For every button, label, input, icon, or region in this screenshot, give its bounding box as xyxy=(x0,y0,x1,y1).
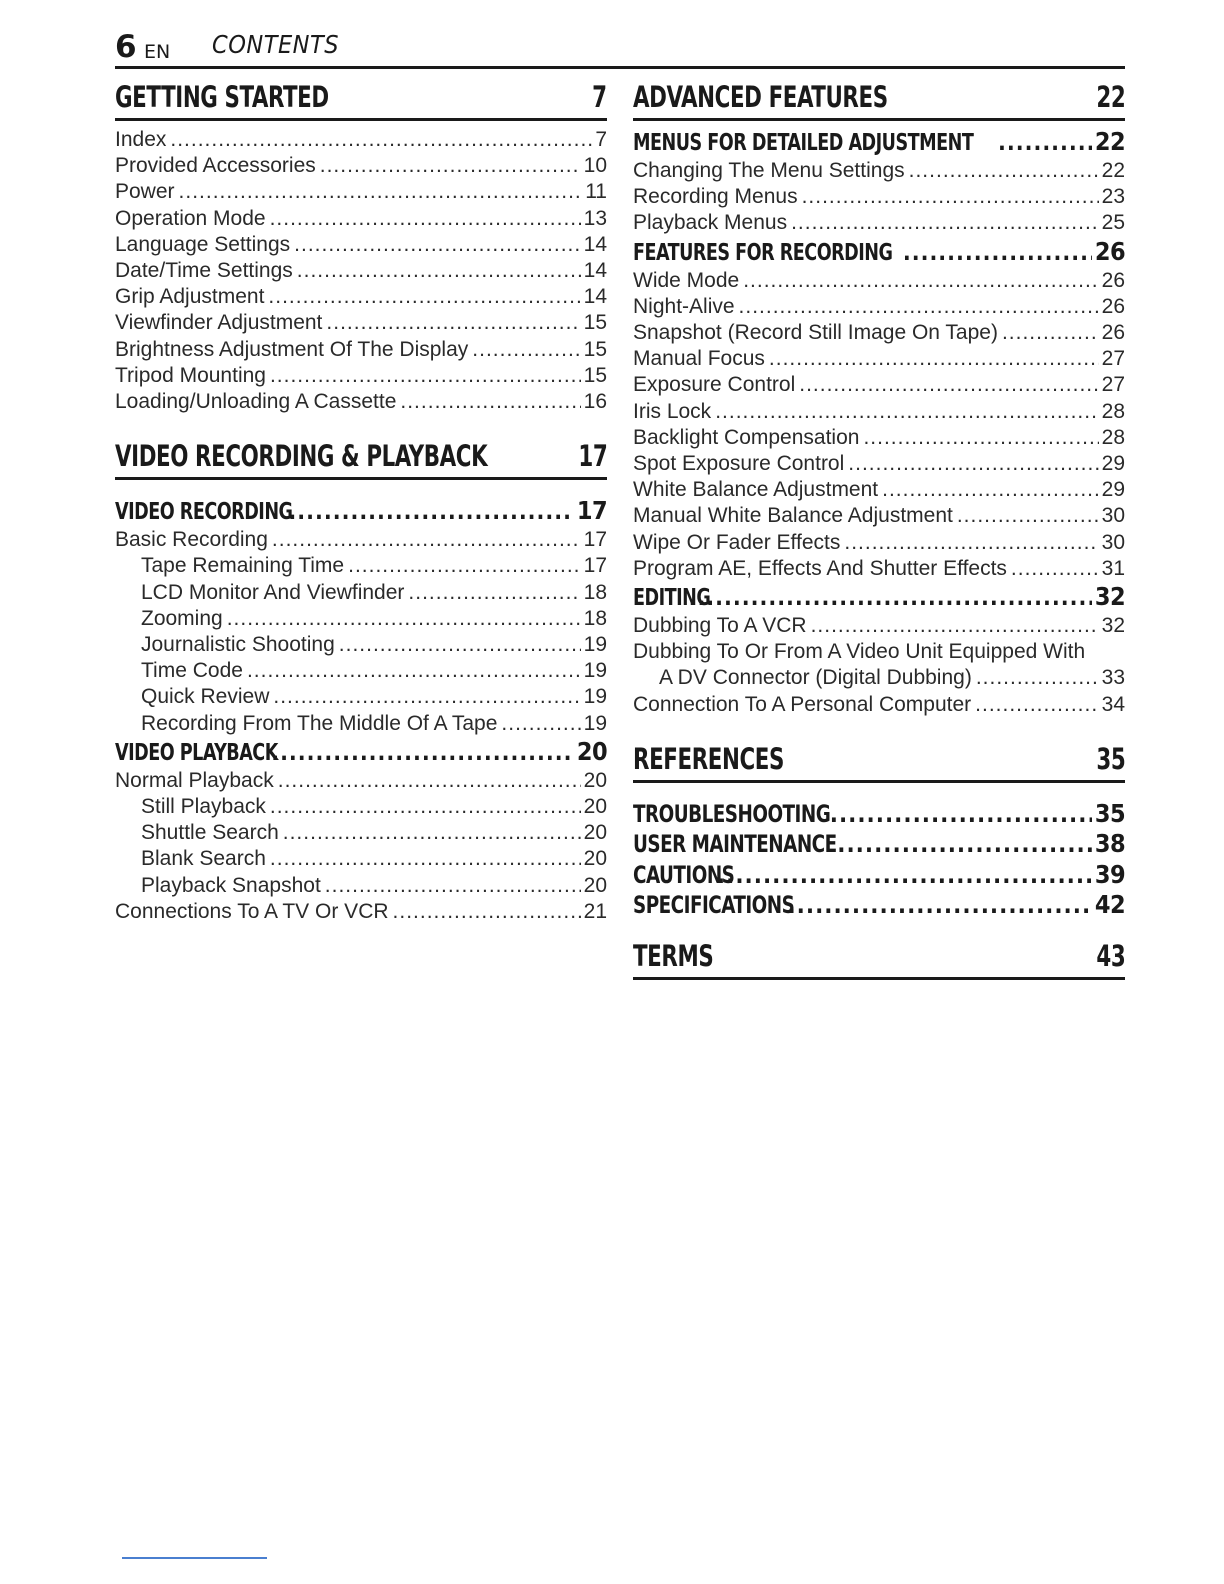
entry-label: Exposure Control xyxy=(633,373,796,397)
subsection-page: 26 xyxy=(1094,236,1125,266)
entry-page: 20 xyxy=(583,768,607,792)
entry-label: Recording Menus xyxy=(633,185,798,209)
entry-label: Connections To A TV Or VCR xyxy=(115,899,389,923)
section-page: 17 xyxy=(578,439,607,474)
left-column xyxy=(115,78,607,925)
toc-entry[interactable] xyxy=(115,179,607,205)
toc-entry[interactable] xyxy=(115,711,607,737)
toc-entry[interactable] xyxy=(633,556,1125,582)
entry-label: LCD Monitor And Viewfinder xyxy=(141,580,405,604)
toc-entry[interactable] xyxy=(115,389,607,415)
entry-page: 30 xyxy=(1101,504,1125,528)
entry-page: 27 xyxy=(1101,373,1125,397)
section-page: 7 xyxy=(592,80,607,114)
entry-label: Tape Remaining Time xyxy=(141,554,345,578)
toc-entry[interactable] xyxy=(633,372,1125,398)
section-page: 43 xyxy=(1096,938,1125,973)
toc-entry[interactable] xyxy=(115,632,607,658)
page-header xyxy=(115,28,1125,69)
toc-entry[interactable] xyxy=(115,337,607,363)
subsection-title: VIDEO RECORDING xyxy=(115,499,293,526)
toc-entry[interactable] xyxy=(633,320,1125,346)
section-title: TERMS xyxy=(633,938,714,973)
entry-page: 26 xyxy=(1101,321,1125,345)
toc-entry[interactable] xyxy=(115,820,607,846)
entry-page: 19 xyxy=(583,659,607,683)
subsection-title: FEATURES FOR RECORDING xyxy=(633,239,893,266)
entry-label: Basic Recording xyxy=(115,528,268,552)
toc-entry[interactable] xyxy=(115,127,607,153)
subsection-menus[interactable] xyxy=(633,127,1125,158)
toc-entry[interactable] xyxy=(115,794,607,820)
toc-entry[interactable] xyxy=(633,425,1125,451)
entry-page: 15 xyxy=(583,337,607,361)
subsection-page: 22 xyxy=(1094,127,1125,156)
toc-entry[interactable] xyxy=(633,158,1125,184)
entry-page: 22 xyxy=(1101,159,1125,182)
toc-entry[interactable] xyxy=(115,553,607,579)
toc-entry[interactable] xyxy=(633,503,1125,529)
entry-page: 21 xyxy=(583,899,607,923)
toc-entry[interactable] xyxy=(115,899,607,925)
section-title: GETTING STARTED xyxy=(115,80,329,114)
entry-page: 19 xyxy=(583,685,607,709)
toc-entry[interactable] xyxy=(633,530,1125,556)
entry-label: Power xyxy=(115,180,175,204)
entry-page: 14 xyxy=(583,285,607,309)
entry-label: Viewfinder Adjustment xyxy=(115,311,323,335)
entry-label: Zooming xyxy=(141,606,223,630)
entry-page: 28 xyxy=(1101,425,1125,449)
entry-label: Manual Focus xyxy=(633,347,765,371)
entry-page: 7 xyxy=(595,128,607,151)
entry-label: TROUBLESHOOTING xyxy=(633,799,831,828)
video-recording-list xyxy=(115,527,607,737)
entry-page: 29 xyxy=(1101,452,1125,476)
page-number: 6 xyxy=(115,29,137,65)
toc-entry[interactable] xyxy=(115,206,607,232)
entry-label: Night-Alive xyxy=(633,294,735,318)
entry-page: 20 xyxy=(583,821,607,845)
toc-entry[interactable] xyxy=(115,768,607,794)
toc-entry[interactable] xyxy=(633,346,1125,372)
section-title: REFERENCES xyxy=(633,741,784,776)
toc-entry[interactable] xyxy=(633,613,1125,639)
entry-label: Spot Exposure Control xyxy=(633,452,845,476)
footer-rule xyxy=(122,1557,267,1559)
toc-entry-line[interactable]: Dubbing To Or From A Video Unit Equipped With xyxy=(633,640,1086,664)
section-getting-started[interactable] xyxy=(115,78,607,121)
page-title: CONTENTS xyxy=(212,30,340,59)
right-column xyxy=(633,78,1125,980)
entry-label: Dubbing To A VCR xyxy=(633,614,807,638)
toc-entry[interactable] xyxy=(115,606,607,632)
toc-entry[interactable] xyxy=(633,184,1125,210)
entry-label: Still Playback xyxy=(141,795,266,819)
entry-page: 20 xyxy=(583,873,607,897)
subsection-video-playback[interactable] xyxy=(115,737,607,768)
section-title: VIDEO RECORDING & PLAYBACK xyxy=(115,439,488,474)
entry-label: SPECIFICATIONS xyxy=(633,891,795,920)
entry-label: Playback Snapshot xyxy=(141,873,321,897)
entry-page: 18 xyxy=(583,580,607,604)
entry-page: 26 xyxy=(1101,268,1125,292)
entry-label: Normal Playback xyxy=(115,768,274,792)
entry-label: White Balance Adjustment xyxy=(633,478,879,502)
toc-entry[interactable] xyxy=(633,477,1125,503)
reference-entry[interactable] xyxy=(633,799,1125,830)
section-advanced-features[interactable] xyxy=(633,78,1125,121)
subsection-video-recording[interactable] xyxy=(115,496,607,527)
menus-list xyxy=(633,158,1125,237)
entry-label: Date/Time Settings xyxy=(115,259,293,283)
entry-page: 23 xyxy=(1101,185,1125,209)
toc-entry[interactable] xyxy=(115,153,607,179)
section-references[interactable] xyxy=(633,740,1125,783)
entry-page: 18 xyxy=(583,606,607,630)
entry-label: Recording From The Middle Of A Tape xyxy=(141,711,498,735)
entry-page: 27 xyxy=(1101,347,1125,371)
entry-label: Index xyxy=(115,128,167,151)
section-page: 22 xyxy=(1096,80,1125,114)
language-code: EN xyxy=(144,41,171,63)
subsection-title: VIDEO PLAYBACK xyxy=(115,739,278,766)
entry-label: Playback Menus xyxy=(633,211,788,235)
subsection-page: 20 xyxy=(576,736,607,766)
subsection-title: MENUS FOR DETAILED ADJUSTMENT xyxy=(633,130,974,156)
reference-entry[interactable] xyxy=(633,860,1125,891)
entry-page: 20 xyxy=(583,795,607,819)
toc-entry[interactable] xyxy=(633,665,1125,691)
entry-label: Changing The Menu Settings xyxy=(633,159,905,182)
toc-entry[interactable] xyxy=(115,527,607,553)
entry-label: Wide Mode xyxy=(633,268,740,292)
toc-entry[interactable] xyxy=(115,284,607,310)
entry-page: 26 xyxy=(1101,294,1125,318)
toc-entry[interactable] xyxy=(115,580,607,606)
toc-entry[interactable] xyxy=(115,258,607,284)
entry-label: Blank Search xyxy=(141,847,266,871)
entry-page: 42 xyxy=(1094,890,1125,920)
toc-entry[interactable] xyxy=(633,210,1125,236)
toc-entry[interactable] xyxy=(633,399,1125,425)
references-list xyxy=(633,799,1125,921)
entry-page: 10 xyxy=(583,154,607,178)
entry-page: 35 xyxy=(1094,798,1125,828)
entry-page: 29 xyxy=(1101,478,1125,502)
entry-label: Quick Review xyxy=(141,685,270,709)
entry-label: A DV Connector (Digital Dubbing) xyxy=(659,666,972,690)
entry-label: Backlight Compensation xyxy=(633,425,860,449)
entry-label: Operation Mode xyxy=(115,206,266,230)
subsection-page: 32 xyxy=(1094,582,1125,612)
entry-page: 31 xyxy=(1101,556,1125,580)
entry-page: 30 xyxy=(1101,530,1125,554)
reference-entry[interactable] xyxy=(633,829,1125,860)
entry-page: 25 xyxy=(1101,211,1125,235)
entry-page: 15 xyxy=(583,363,607,387)
entry-page: 11 xyxy=(585,180,607,204)
entry-label: USER MAINTENANCE xyxy=(633,830,837,859)
toc-entry[interactable] xyxy=(115,684,607,710)
features-list xyxy=(633,268,1125,582)
entry-label: Snapshot (Record Still Image On Tape) xyxy=(633,321,998,345)
section-title: ADVANCED FEATURES xyxy=(633,80,888,114)
subsection-features-recording[interactable] xyxy=(633,237,1125,268)
entry-label: Language Settings xyxy=(115,232,291,256)
getting-started-list xyxy=(115,127,607,415)
entry-page: 33 xyxy=(1101,666,1125,690)
subsection-editing[interactable] xyxy=(633,582,1125,613)
toc-entry[interactable] xyxy=(633,268,1125,294)
entry-page: 15 xyxy=(583,311,607,335)
entry-label: Shuttle Search xyxy=(141,821,279,845)
section-video[interactable] xyxy=(115,437,607,480)
entry-page: 13 xyxy=(583,206,607,230)
entry-label: Provided Accessories xyxy=(115,154,316,178)
toc-entry[interactable] xyxy=(115,873,607,899)
entry-page: 39 xyxy=(1094,859,1125,889)
reference-entry[interactable] xyxy=(633,890,1125,921)
entry-page: 14 xyxy=(583,232,607,256)
entry-page: 38 xyxy=(1094,829,1125,859)
entry-label: Journalistic Shooting xyxy=(141,633,335,657)
entry-label: CAUTIONS xyxy=(633,860,735,889)
entry-page: 20 xyxy=(583,847,607,871)
entry-page: 28 xyxy=(1101,399,1125,423)
section-page: 35 xyxy=(1096,741,1125,776)
entry-label: Wipe Or Fader Effects xyxy=(633,530,841,554)
entry-label: Connection To A Personal Computer xyxy=(633,692,972,716)
entry-label: Grip Adjustment xyxy=(115,285,265,309)
toc-entry[interactable] xyxy=(115,846,607,872)
entry-page: 32 xyxy=(1101,614,1125,638)
toc-entry[interactable] xyxy=(115,232,607,258)
entry-page: 34 xyxy=(1101,692,1125,716)
entry-label: Iris Lock xyxy=(633,399,712,423)
toc-entry[interactable] xyxy=(115,310,607,336)
section-terms[interactable] xyxy=(633,937,1125,980)
subsection-title: EDITING xyxy=(633,585,711,612)
toc-entry[interactable] xyxy=(115,658,607,684)
entry-label: Tripod Mounting xyxy=(115,363,266,387)
entry-label: Manual White Balance Adjustment xyxy=(633,504,953,528)
entry-label: Program AE, Effects And Shutter Effects xyxy=(633,556,1007,580)
video-playback-list xyxy=(115,768,607,925)
entry-page: 19 xyxy=(583,711,607,735)
toc-entry[interactable] xyxy=(633,451,1125,477)
entry-page: 17 xyxy=(583,554,607,578)
entry-label: Brightness Adjustment Of The Display xyxy=(115,337,469,361)
toc-entry[interactable] xyxy=(633,692,1125,718)
entry-label: Time Code xyxy=(141,659,243,683)
entry-page: 19 xyxy=(583,633,607,657)
entry-page: 16 xyxy=(583,390,607,414)
entry-page: 17 xyxy=(583,528,607,552)
entry-page: 14 xyxy=(583,259,607,283)
toc-entry[interactable] xyxy=(115,363,607,389)
subsection-page: 17 xyxy=(576,496,607,526)
entry-label: Loading/Unloading A Cassette xyxy=(115,390,397,414)
toc-entry[interactable] xyxy=(633,294,1125,320)
